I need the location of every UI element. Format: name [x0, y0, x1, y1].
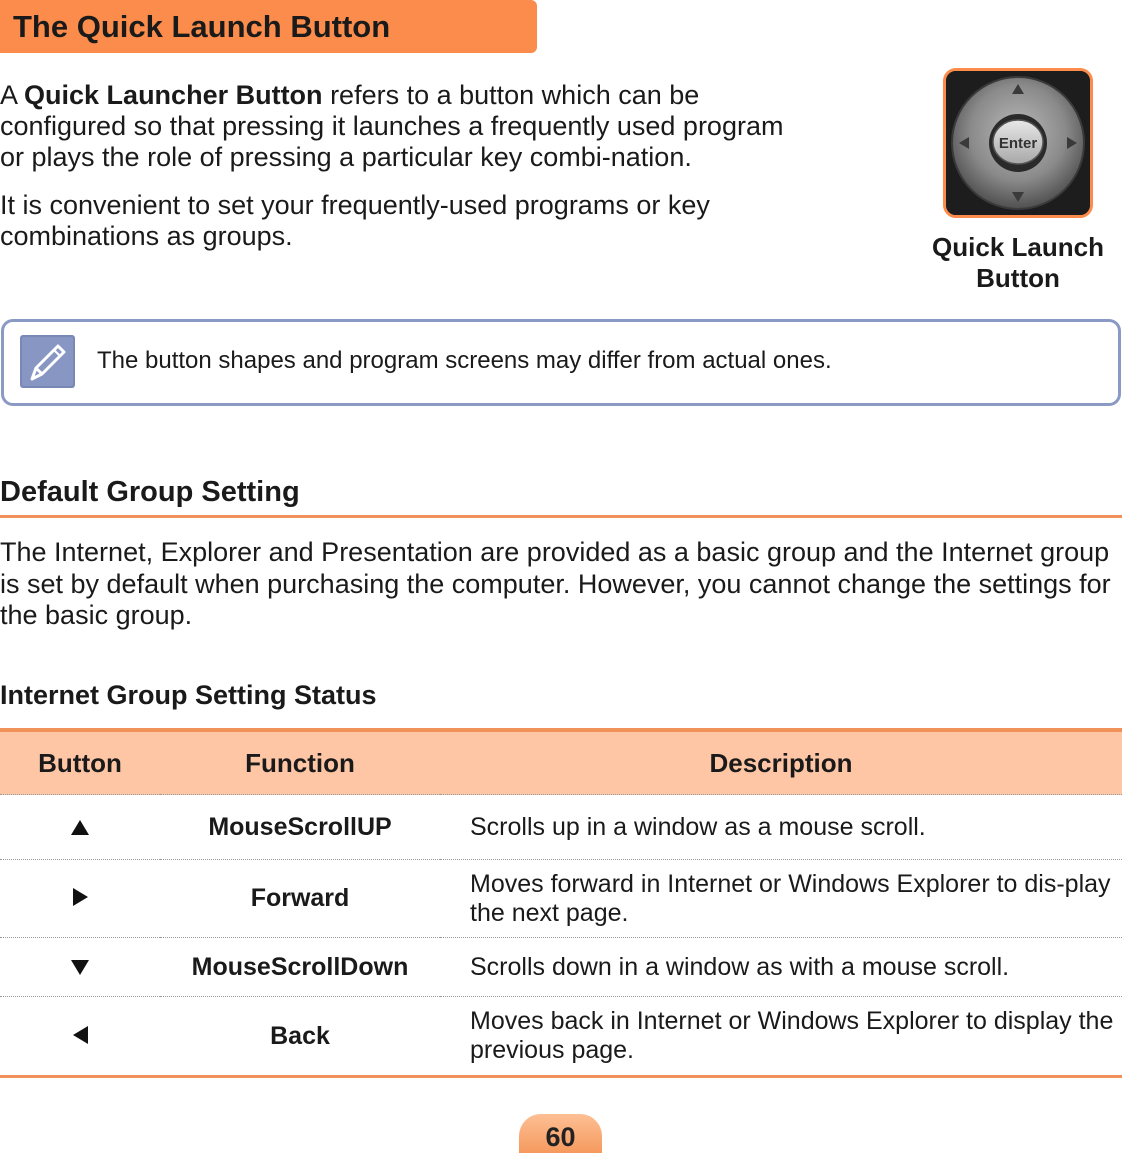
enter-key-label: Enter — [998, 135, 1038, 152]
row-function: MouseScrollDown — [160, 938, 440, 997]
pencil-note-icon — [20, 335, 75, 388]
intro-paragraph-2: It is convenient to set your frequently-used programs or key combinations as groups. — [0, 190, 710, 251]
table-row — [0, 860, 1122, 938]
caption-line-2: Button — [976, 263, 1060, 293]
row-function: Back — [160, 997, 440, 1077]
note-text: The button shapes and program screens may differ from actual ones. — [97, 347, 832, 374]
row-button-cell — [0, 795, 160, 860]
quick-launch-caption — [928, 232, 1108, 294]
page-number: 60 — [519, 1114, 602, 1153]
header-description: Description — [440, 730, 1122, 795]
row-description: Scrolls up in a window as a mouse scroll. — [440, 795, 1122, 860]
page-title: The Quick Launch Button — [0, 0, 537, 53]
intro-prefix: A — [0, 80, 25, 110]
note-box — [1, 319, 1121, 406]
table-row — [0, 997, 1122, 1077]
row-function: MouseScrollUP — [160, 795, 440, 860]
header-function: Function — [160, 730, 440, 795]
quick-launch-button-image — [943, 68, 1093, 218]
group-setting-table — [0, 728, 1122, 1078]
intro-paragraph-1 — [0, 80, 790, 173]
section-heading: Default Group Setting — [0, 474, 1122, 518]
arrow-left-icon — [73, 1026, 88, 1044]
row-button-cell — [0, 997, 160, 1077]
row-description: Scrolls down in a window as with a mouse scroll. — [440, 938, 1122, 997]
row-button-cell — [0, 860, 160, 938]
intro-lead-term: Quick Launcher Button — [24, 80, 323, 110]
arrow-up-icon — [71, 820, 89, 835]
row-description: Moves back in Internet or Windows Explorer to display the previous page. — [440, 997, 1122, 1077]
table-row — [0, 938, 1122, 997]
intro-text — [0, 80, 790, 269]
header-button: Button — [0, 730, 160, 795]
row-function: Forward — [160, 860, 440, 938]
caption-line-1: Quick Launch — [932, 232, 1104, 262]
table-row — [0, 795, 1122, 860]
row-button-cell — [0, 938, 160, 997]
intro-p1-rest: refers to a button which can be configured so that pressing it launches a frequently used program or plays the role of pressing a particular key combi-nation. — [0, 80, 784, 172]
quick-launch-button-graphic — [946, 71, 1090, 215]
arrow-right-icon — [73, 888, 88, 906]
row-description: Moves forward in Internet or Windows Explorer to dis-play the next page. — [440, 860, 1122, 938]
table-header-row — [0, 730, 1122, 795]
section-body: The Internet, Explorer and Presentation are provided as a basic group and the Internet group is set by default when purchasing the computer. However, you cannot change the settings for the basic group. — [0, 537, 1111, 630]
table-title: Internet Group Setting Status — [0, 680, 377, 710]
arrow-down-icon — [71, 960, 89, 975]
